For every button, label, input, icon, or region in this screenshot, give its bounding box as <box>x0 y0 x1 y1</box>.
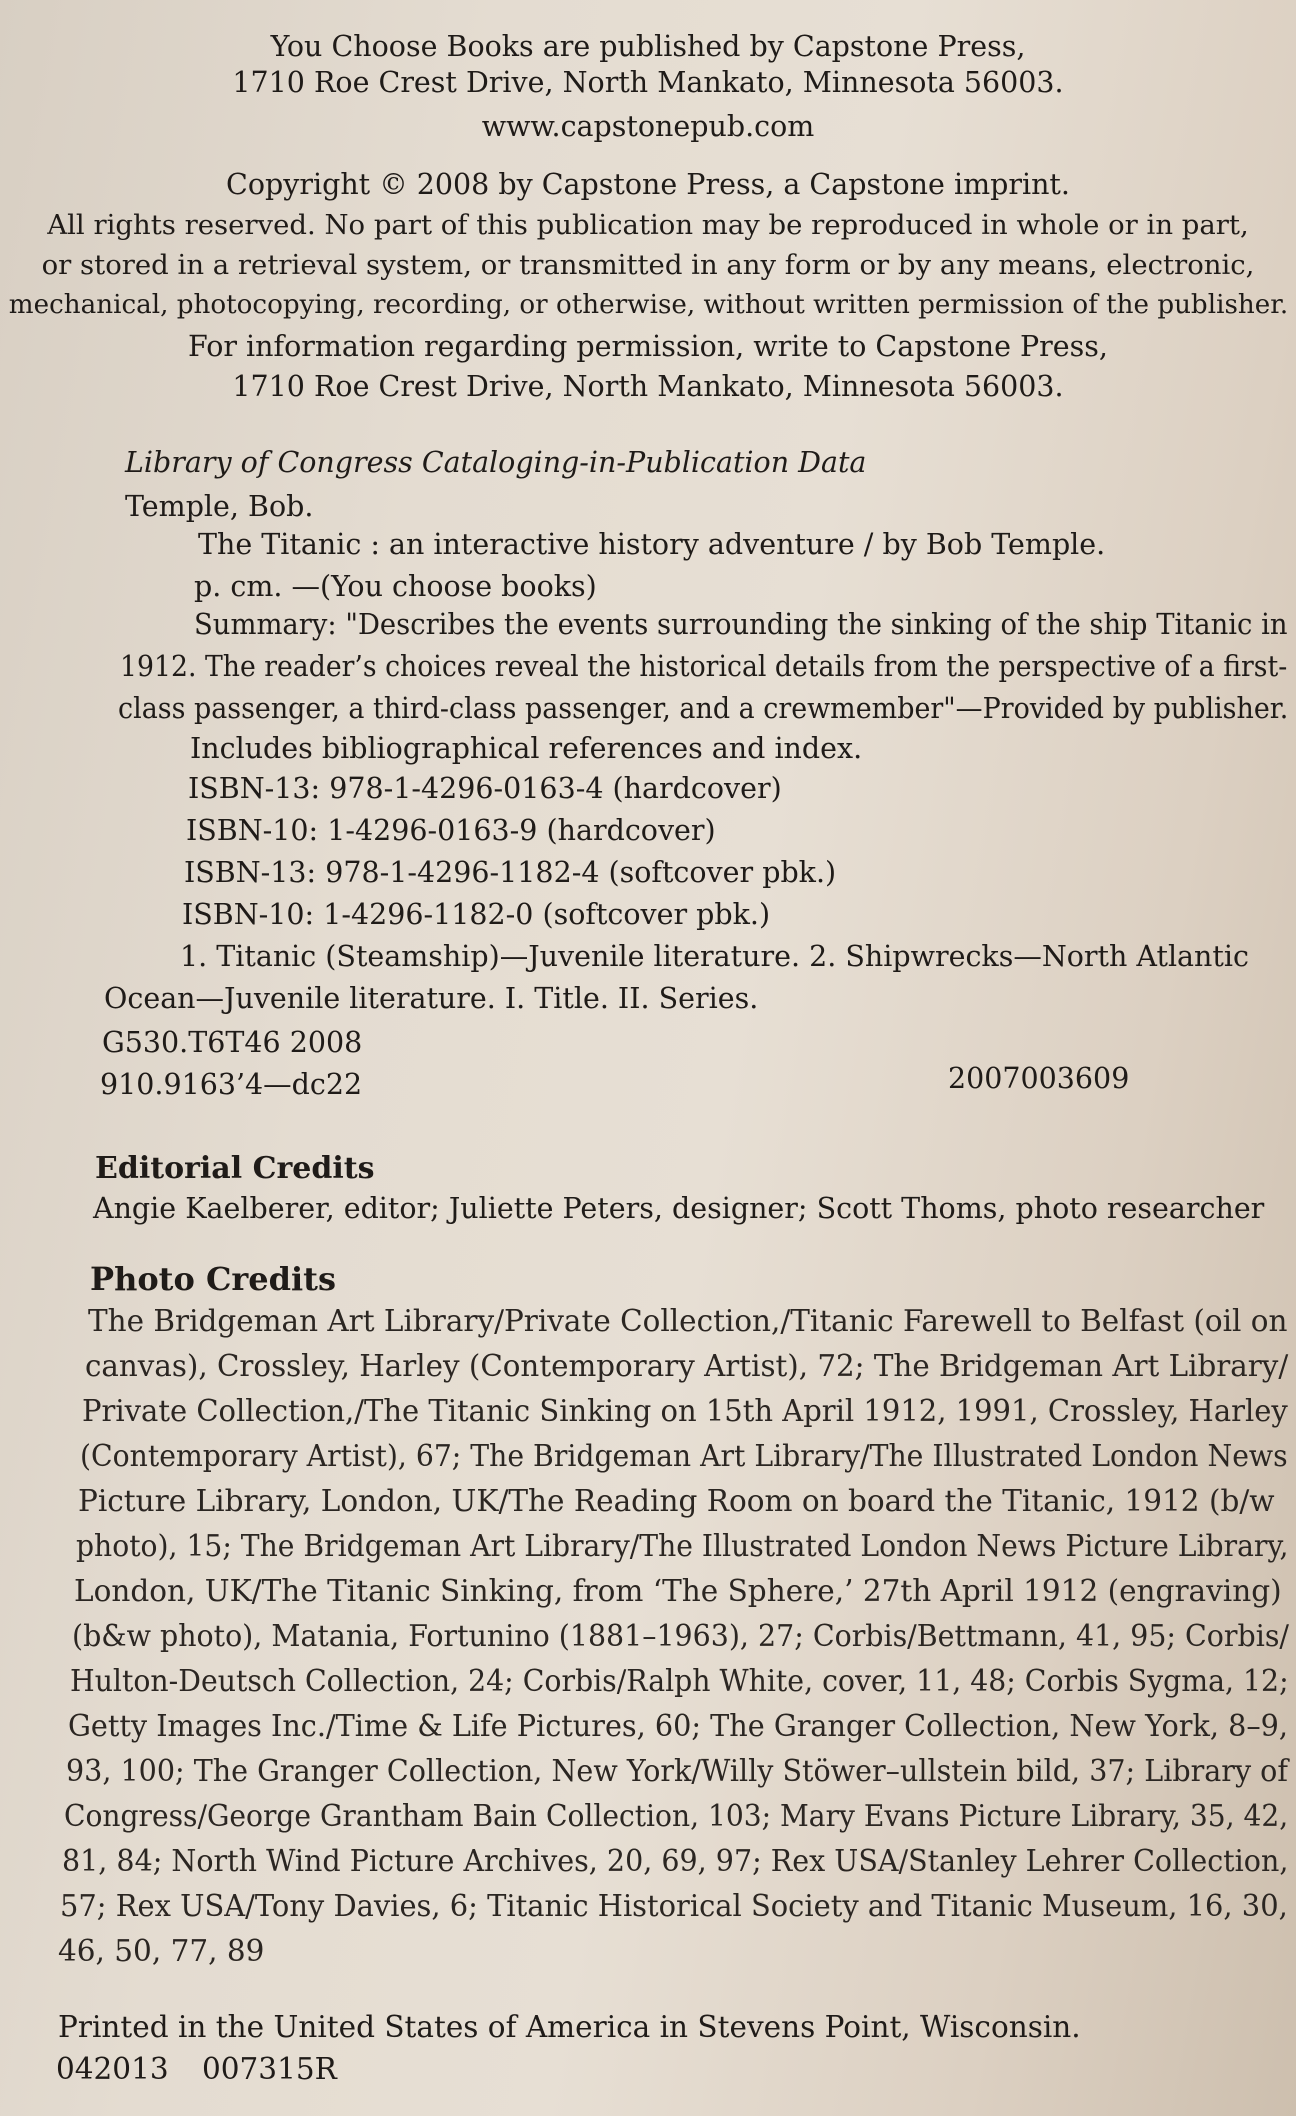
cip-summary-line-1: Summary: "Describes the events surrounding the sinking of the ship Titanic in <box>194 608 1288 641</box>
cip-isbn-10-softcover: ISBN-10: 1-4296-1182-0 (softcover pbk.) <box>182 898 771 931</box>
publisher-website: www.capstonepub.com <box>481 110 815 143</box>
cip-isbn-10-hardcover: ISBN-10: 1-4296-0163-9 (hardcover) <box>186 814 716 847</box>
cip-lccn: 2007003609 <box>948 1062 1130 1095</box>
photo-credits-line: Getty Images Inc./Time & Life Pictures, 60; The Granger Collection, New York, 8–9, <box>68 1709 1289 1743</box>
photo-credits-line: 93, 100; The Granger Collection, New York/Willy Stöwer–ullstein bild, 37; Library of <box>66 1754 1288 1788</box>
cip-summary-line-3: class passenger, a third-class passenger, and a crewmember"—Provided by publisher. <box>118 692 1289 725</box>
photo-credits-line: London, UK/The Titanic Sinking, from ‘The Sphere,’ 27th April 1912 (engraving) <box>74 1574 1282 1608</box>
printed-in-line: Printed in the United States of America in Stevens Point, Wisconsin. <box>58 2010 1081 2044</box>
cip-lc-classification: G530.T6T46 2008 <box>102 1026 363 1059</box>
permission-line: For information regarding permission, write to Capstone Press, <box>188 330 1108 363</box>
editorial-credits-heading: Editorial Credits <box>95 1151 375 1186</box>
publisher-address: 1710 Roe Crest Drive, North Mankato, Minnesota 56003. <box>232 66 1064 99</box>
photo-credits-line: canvas), Crossley, Harley (Contemporary Artist), 72; The Bridgeman Art Library/ <box>85 1349 1289 1383</box>
rights-line-1: All rights reserved. No part of this publication may be reproduced in whole or in part, <box>47 209 1249 241</box>
photo-credits-line: Congress/George Grantham Bain Collection, 103; Mary Evans Picture Library, 35, 42, <box>64 1799 1289 1833</box>
print-code-1: 042013 <box>56 2052 169 2086</box>
copyright-line: Copyright © 2008 by Capstone Press, a Capstone imprint. <box>226 168 1070 201</box>
photo-credits-heading: Photo Credits <box>90 1260 336 1298</box>
photo-credits-line: Hulton-Deutsch Collection, 24; Corbis/Ralph White, cover, 11, 48; Corbis Sygma, 12; <box>70 1664 1289 1698</box>
photo-credits-line: photo), 15; The Bridgeman Art Library/The Illustrated London News Picture Library, <box>76 1529 1289 1563</box>
photo-credits-line: (b&w photo), Matania, Fortunino (1881–1963), 27; Corbis/Bettmann, 41, 95; Corbis/ <box>72 1619 1290 1653</box>
photo-credits-line: 46, 50, 77, 89 <box>58 1934 265 1968</box>
permission-address: 1710 Roe Crest Drive, North Mankato, Minnesota 56003. <box>232 370 1064 403</box>
photo-credits-line: Picture Library, London, UK/The Reading Room on board the Titanic, 1912 (b/w <box>78 1484 1275 1518</box>
cip-subjects-line-1: 1. Titanic (Steamship)—Juvenile literature. 2. Shipwrecks—North Atlantic <box>180 940 1249 973</box>
rights-line-2: or stored in a retrieval system, or transmitted in any form or by any means, electronic, <box>41 249 1255 281</box>
cip-author: Temple, Bob. <box>125 490 314 523</box>
photo-credits-line: Private Collection,/The Titanic Sinking on 15th April 1912, 1991, Crossley, Harley <box>82 1394 1288 1428</box>
cip-title: The Titanic : an interactive history adventure / by Bob Temple. <box>198 528 1106 561</box>
print-code-2: 007315R <box>202 2052 337 2086</box>
cip-heading: Library of Congress Cataloging-in-Publication Data <box>125 446 867 479</box>
photo-credits-line: 81, 84; North Wind Picture Archives, 20, 69, 97; Rex USA/Stanley Lehrer Collection, <box>62 1844 1289 1878</box>
publisher-line-1: You Choose Books are published by Capstone Press, <box>270 30 1026 63</box>
cip-subjects-line-2: Ocean—Juvenile literature. I. Title. II. Series. <box>104 982 759 1015</box>
editorial-credits-text: Angie Kaelberer, editor; Juliette Peters, designer; Scott Thoms, photo researcher <box>93 1192 1265 1225</box>
photo-credits-line: (Contemporary Artist), 67; The Bridgeman Art Library/The Illustrated London News <box>80 1439 1288 1473</box>
cip-physical-description: p. cm. —(You choose books) <box>194 570 597 603</box>
cip-includes: Includes bibliographical references and index. <box>190 732 863 765</box>
cip-summary-line-2: 1912. The reader’s choices reveal the historical details from the perspective of a first- <box>120 650 1288 683</box>
photo-credits-line: The Bridgeman Art Library/Private Collection,/Titanic Farewell to Belfast (oil on <box>88 1304 1288 1338</box>
photo-credits-line: 57; Rex USA/Tony Davies, 6; Titanic Historical Society and Titanic Museum, 16, 30, <box>60 1889 1288 1923</box>
rights-line-3: mechanical, photocopying, recording, or otherwise, without written permission of the publisher. <box>8 289 1288 320</box>
cip-isbn-13-softcover: ISBN-13: 978-1-4296-1182-4 (softcover pbk.) <box>184 856 837 889</box>
cip-dewey-number: 910.9163’4—dc22 <box>100 1068 363 1101</box>
cip-isbn-13-hardcover: ISBN-13: 978-1-4296-0163-4 (hardcover) <box>188 772 782 805</box>
